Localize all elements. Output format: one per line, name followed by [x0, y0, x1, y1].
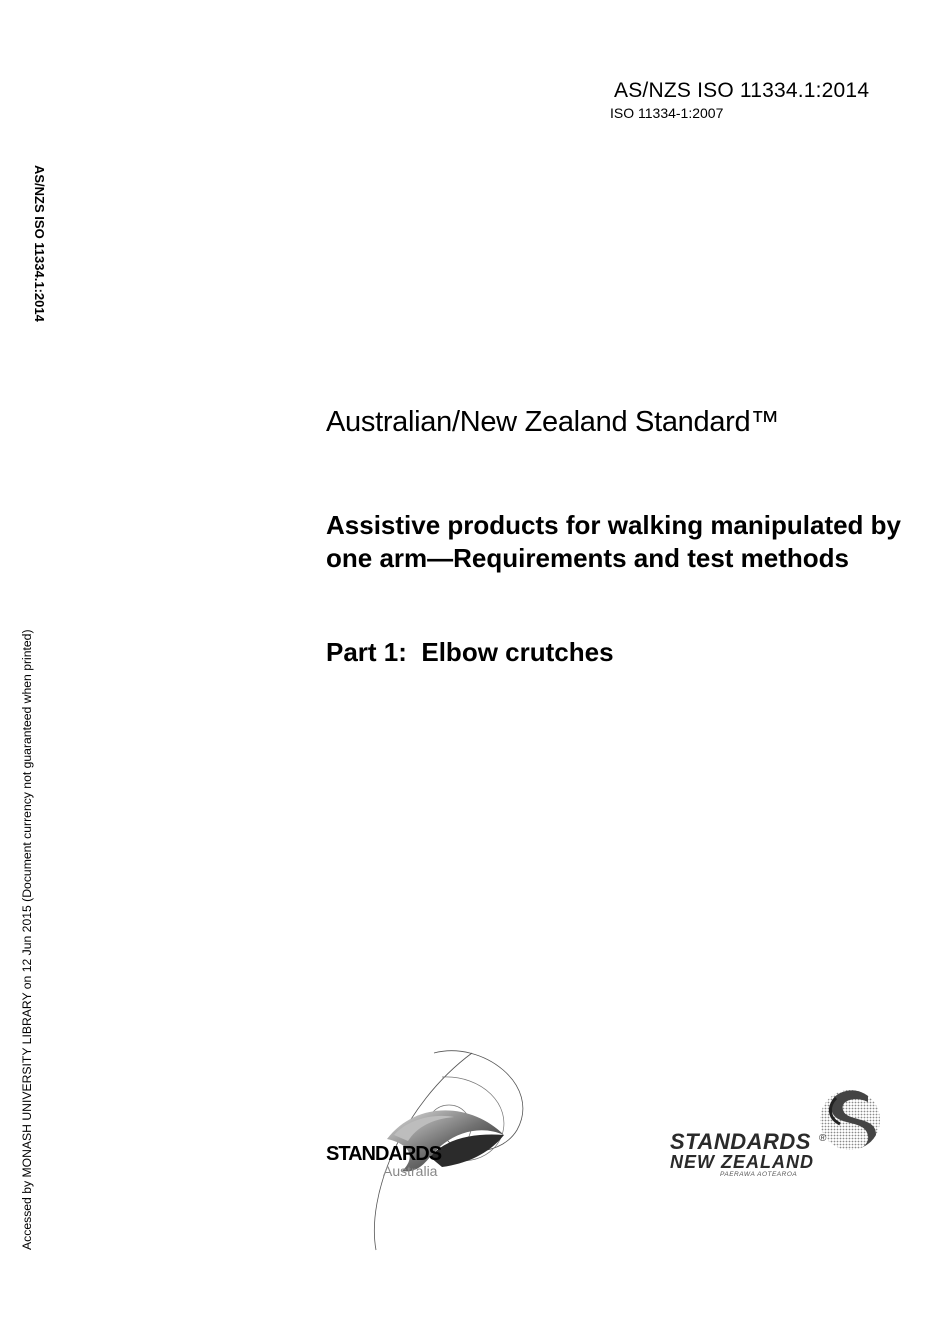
spine-code [30, 165, 48, 355]
access-notice [18, 598, 36, 1250]
document-title: Assistive products for walking manipulated by one arm—Requirements and test methods [326, 510, 902, 573]
standards-nz-maori: PAERAWA AOTEAROA [720, 1171, 798, 1178]
registered-mark: ® [819, 1133, 827, 1144]
standard-type: Australian/New Zealand Standard™ [326, 406, 780, 438]
standard-number: AS/NZS ISO 11334.1:2014 [614, 79, 870, 102]
standards-australia-logo [322, 1045, 537, 1255]
standards-nz-country: NEW ZEALAND [670, 1152, 814, 1172]
standards-australia-sub: Australia [383, 1163, 438, 1179]
iso-number: ISO 11334-1:2007 [610, 105, 724, 121]
standards-nz-word: STANDARDS [670, 1129, 811, 1154]
spine-code-text: AS/NZS ISO 11334.1:2014 [32, 165, 47, 322]
part-title: Part 1: Elbow crutches [326, 637, 614, 667]
access-notice-text: Accessed by MONASH UNIVERSITY LIBRARY on 12 Jun 2015 (Document currency not guaranteed when printed) [20, 629, 34, 1250]
standards-nz-logo [668, 1086, 883, 1186]
standards-australia-word: STANDARDS [326, 1143, 442, 1165]
